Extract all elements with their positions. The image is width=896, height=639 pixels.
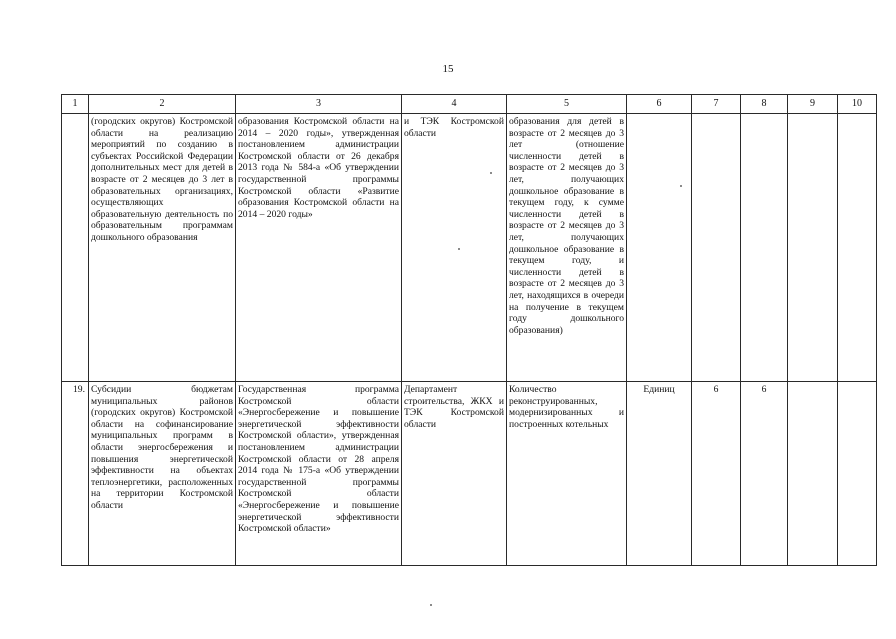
scan-speck: [680, 185, 682, 187]
column-header: 7: [692, 95, 741, 114]
column-header: 5: [507, 95, 627, 114]
table-row: [62, 382, 877, 566]
column-header: 8: [741, 95, 788, 114]
subsidy-table: [61, 94, 877, 566]
unit-cell: Единиц: [627, 382, 692, 566]
scan-speck: [490, 172, 492, 174]
column-header: 4: [402, 95, 507, 114]
value-cell: 6: [692, 382, 741, 566]
executor-cell: и ТЭК Костромской области: [402, 114, 507, 382]
program-cell: Государственная программа Костромской области «Энергосбережение и повышение энергетической эффективности Костромской области», утвержденная постановлением администрации Костромской области от 28 апреля 2014 года № 175-а «Об утверждении государственной программы Костромской области «Энергосбережение и повышение энергетической эффективности Костромской области»: [236, 382, 402, 566]
unit-cell: [627, 114, 692, 382]
column-header: 9: [788, 95, 838, 114]
value-cell: [838, 114, 877, 382]
scan-speck: [430, 604, 432, 606]
value-cell: [788, 382, 838, 566]
indicator-cell: Количество реконструированных, модернизированных и построенных котельных: [507, 382, 627, 566]
value-cell: [741, 114, 788, 382]
table-row: [62, 114, 877, 382]
row-number: 19.: [62, 382, 89, 566]
indicator-cell: образования для детей в возрасте от 2 месяцев до 3 лет (отношение численности детей в возрасте от 2 месяцев до 3 лет, получающих дошкольное образование в текущем году, к сумме численности детей в возрасте от 2 месяцев до 3 лет, получающих дошкольное образование в текущем году, и численности детей в возрасте от 2 месяцев до 3 лет, находящихся в очереди на получение в текущем году дошкольного образования): [507, 114, 627, 382]
executor-cell: Департамент строительства, ЖКХ и ТЭК Костромской области: [402, 382, 507, 566]
row-number: [62, 114, 89, 382]
value-cell: [838, 382, 877, 566]
column-header: 10: [838, 95, 877, 114]
value-cell: 6: [741, 382, 788, 566]
program-cell: образования Костромской области на 2014 – 2020 годы», утвержденная постановлением администрации Костромской области от 26 декабря 2013 года № 584-а «Об утверждении государственной программы Костромской области «Развитие образования Костромской области на 2014 – 2020 годы»: [236, 114, 402, 382]
scan-speck: [458, 248, 460, 250]
value-cell: [788, 114, 838, 382]
column-number-row: [62, 95, 877, 114]
column-header: 2: [89, 95, 236, 114]
column-header: 1: [62, 95, 89, 114]
value-cell: [692, 114, 741, 382]
column-header: 6: [627, 95, 692, 114]
column-header: 3: [236, 95, 402, 114]
subsidy-name-cell: (городских округов) Костромской области на реализацию мероприятий по созданию в субъектах Российской Федерации дополнительных мест для детей в возрасте от 2 месяцев до 3 лет в образовательных организациях, осуществляющих образовательную деятельность по образовательным программам дошкольного образования: [89, 114, 236, 382]
page-number: 15: [442, 63, 454, 75]
subsidy-name-cell: Субсидии бюджетам муниципальных районов (городских округов) Костромской области на софинансирование муниципальных программ в области энергосбережения и повышения энергетической эффективности на объектах теплоэнергетики, расположенных на территории Костромской области: [89, 382, 236, 566]
